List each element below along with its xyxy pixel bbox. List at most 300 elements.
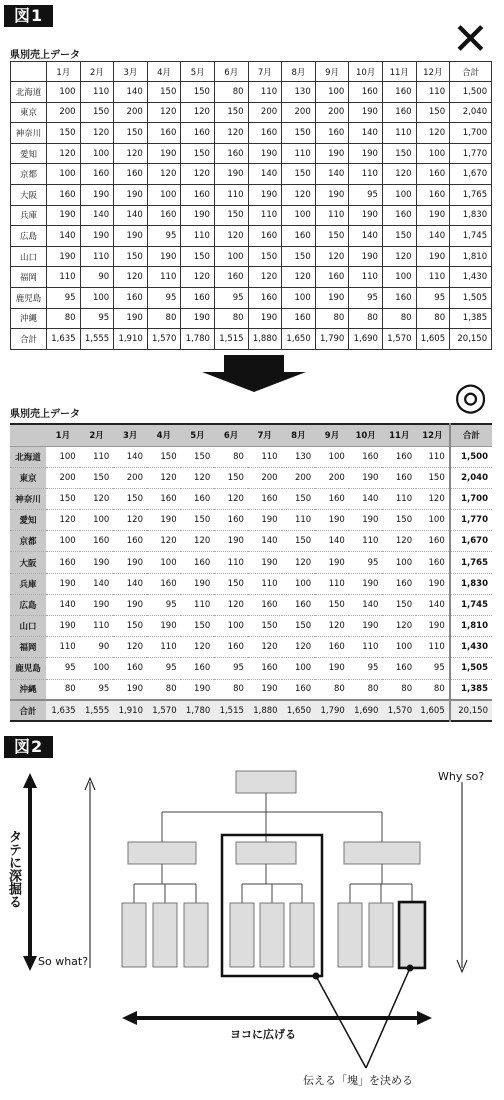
table-after-cell: 160 <box>282 679 316 700</box>
table-after-cell: 1,635 <box>46 700 80 721</box>
table-before-column-header: 2月 <box>80 62 114 82</box>
table-before-cell: 150 <box>315 226 349 247</box>
table-after-cell: 80 <box>382 679 416 700</box>
table-before-cell: 110 <box>248 82 282 103</box>
table-before-row-header: 鹿児島 <box>11 287 47 308</box>
table-after-cell: 100 <box>46 446 80 467</box>
table-after-column-header: 8月 <box>282 424 316 446</box>
table-before-cell: 110 <box>416 82 450 103</box>
table-before-cell: 110 <box>315 205 349 226</box>
why-so-label: Why so? <box>438 770 485 783</box>
table-after-cell: 95 <box>80 679 114 700</box>
table-after-cell: 140 <box>113 446 147 467</box>
table-before-cell: 160 <box>315 123 349 144</box>
table-after-column-header: 6月 <box>214 424 248 446</box>
table-after-cell: 150 <box>416 467 450 488</box>
table-before-cell: 80 <box>315 308 349 329</box>
table-after-cell: 150 <box>282 488 316 509</box>
table-after-column-header: 11月 <box>382 424 416 446</box>
table-after-cell: 160 <box>113 658 147 679</box>
table-before-cell: 100 <box>80 287 114 308</box>
table-before-cell: 190 <box>214 164 248 185</box>
table-before-cell: 1,790 <box>315 329 349 350</box>
mid-node-center <box>236 842 296 864</box>
table-after-cell: 95 <box>147 594 181 615</box>
table-before-cell: 150 <box>80 102 114 123</box>
table-before-cell: 150 <box>382 226 416 247</box>
table-before-cell: 95 <box>349 287 383 308</box>
table-before-column-header: 8月 <box>282 62 316 82</box>
table-after-cell: 190 <box>147 510 181 531</box>
table-before-cell: 110 <box>181 226 215 247</box>
table-after-cell: 190 <box>80 552 114 573</box>
table-before-cell: 110 <box>214 184 248 205</box>
table-before-cell: 100 <box>315 82 349 103</box>
table-before-cell: 1,780 <box>181 329 215 350</box>
table-after-cell: 150 <box>214 467 248 488</box>
table-after-cell: 110 <box>46 637 80 658</box>
table-before-cell: 150 <box>47 123 81 144</box>
table-after-cell: 120 <box>382 616 416 637</box>
table-before-cell: 120 <box>181 102 215 123</box>
table-before-cell: 120 <box>114 267 148 288</box>
table-after-cell: 190 <box>349 573 383 594</box>
table-before-cell: 130 <box>282 82 316 103</box>
table-before-cell: 80 <box>382 308 416 329</box>
table-after-cell: 1,570 <box>382 700 416 721</box>
table-before-row-header: 山口 <box>11 246 47 267</box>
table-after-cell: 150 <box>80 467 114 488</box>
table-after-column-header: 5月 <box>181 424 215 446</box>
table-before-cell: 100 <box>382 184 416 205</box>
table-before-cell: 160 <box>248 123 282 144</box>
table-before-cell: 110 <box>80 82 114 103</box>
table-after-cell: 190 <box>416 616 450 637</box>
table-before-row-header: 大阪 <box>11 184 47 205</box>
table-after-cell: 190 <box>416 573 450 594</box>
table-before-column-header: 3月 <box>114 62 148 82</box>
table-after-cell: 190 <box>46 616 80 637</box>
table-after-cell: 120 <box>181 637 215 658</box>
table-before-cell: 100 <box>382 267 416 288</box>
so-what-up-arrow <box>85 778 95 968</box>
table-before-cell: 110 <box>248 205 282 226</box>
table-after-cell: 160 <box>214 510 248 531</box>
table-before-cell: 150 <box>214 205 248 226</box>
table-before-cell: 95 <box>349 184 383 205</box>
table-after-row-header: 東京 <box>10 467 46 488</box>
table-before-cell: 200 <box>282 102 316 123</box>
mid-node-left <box>128 842 196 864</box>
table-after-cell: 150 <box>382 510 416 531</box>
table-after-cell: 120 <box>147 467 181 488</box>
bad-mark-icon: ✕ <box>452 14 489 65</box>
table-after-row-header: 北海道 <box>10 446 46 467</box>
table-after-cell: 110 <box>416 446 450 467</box>
table-before-cell: 95 <box>416 287 450 308</box>
table-before-cell: 1,430 <box>450 267 492 288</box>
table-after-cell: 2,040 <box>450 467 492 488</box>
table-after-cell: 120 <box>282 552 316 573</box>
table-before-cell: 190 <box>47 205 81 226</box>
table-before-cell: 140 <box>248 164 282 185</box>
table-before-cell: 160 <box>416 184 450 205</box>
table-after-cell: 120 <box>248 637 282 658</box>
table-before-cell: 150 <box>181 246 215 267</box>
table-after-cell: 80 <box>147 679 181 700</box>
table-before-cell: 120 <box>248 267 282 288</box>
table-after-cell: 1,765 <box>450 552 492 573</box>
table-before-column-header: 4月 <box>147 62 181 82</box>
table-before-cell: 100 <box>147 184 181 205</box>
table-before-cell: 160 <box>181 184 215 205</box>
table-before-cell: 120 <box>282 267 316 288</box>
table-after-cell: 1,700 <box>450 488 492 509</box>
table-before-cell: 150 <box>248 246 282 267</box>
table-after-cell: 190 <box>113 679 147 700</box>
table-before-cell: 80 <box>147 308 181 329</box>
table-before-column-header: 10月 <box>349 62 383 82</box>
table-before-column-header: 11月 <box>382 62 416 82</box>
table-after-cell: 110 <box>315 573 349 594</box>
table-before-column-header: 5月 <box>181 62 215 82</box>
table-before-cell: 150 <box>282 164 316 185</box>
table-after-cell: 100 <box>214 616 248 637</box>
table-after-cell: 120 <box>214 488 248 509</box>
table-after-cell: 160 <box>147 488 181 509</box>
table-after-column-header: 1月 <box>46 424 80 446</box>
table-before-cell: 1,830 <box>450 205 492 226</box>
table-after-cell: 110 <box>181 594 215 615</box>
table-after-column-header: 2月 <box>80 424 114 446</box>
table-before-cell: 150 <box>382 143 416 164</box>
table-before-cell: 190 <box>349 102 383 123</box>
table-after-cell: 120 <box>46 510 80 531</box>
table-before-cell: 190 <box>248 143 282 164</box>
table-before-cell: 150 <box>147 82 181 103</box>
vertical-double-arrow <box>23 773 37 971</box>
table-after-row-header: 山口 <box>10 616 46 637</box>
table-before-cell: 1,505 <box>450 287 492 308</box>
table-after-cell: 160 <box>382 446 416 467</box>
table-before-cell: 190 <box>114 184 148 205</box>
table-after-cell: 100 <box>416 510 450 531</box>
table-after-cell: 160 <box>416 552 450 573</box>
table-before-cell: 190 <box>114 308 148 329</box>
table-after-cell: 150 <box>181 510 215 531</box>
table-after-cell: 100 <box>382 637 416 658</box>
table-before-cell: 160 <box>382 82 416 103</box>
table-after-cell: 100 <box>80 658 114 679</box>
table-after-cell: 190 <box>248 552 282 573</box>
table-after-cell: 95 <box>46 658 80 679</box>
table-before-cell: 190 <box>114 226 148 247</box>
table-after-cell: 1,910 <box>113 700 147 721</box>
table-after-cell: 160 <box>181 488 215 509</box>
figure-1-label: 図1 <box>4 5 53 27</box>
table-after-cell: 150 <box>147 446 181 467</box>
table-before-cell: 80 <box>416 308 450 329</box>
table-after-cell: 190 <box>315 510 349 531</box>
table-after-cell: 160 <box>282 594 316 615</box>
table-after-cell: 1,385 <box>450 679 492 700</box>
table-after-cell: 120 <box>382 531 416 552</box>
table-after-cell: 190 <box>181 679 215 700</box>
table-before-cell: 160 <box>248 287 282 308</box>
table-before-cell: 95 <box>147 226 181 247</box>
table-before-cell: 110 <box>416 267 450 288</box>
table-before-cell: 160 <box>47 184 81 205</box>
table-before-cell: 190 <box>315 143 349 164</box>
table-after-row-header: 京都 <box>10 531 46 552</box>
table-after-cell: 190 <box>147 616 181 637</box>
table-after-cell: 150 <box>46 488 80 509</box>
table-after-cell: 1,605 <box>416 700 450 721</box>
table-after-row-header: 沖縄 <box>10 679 46 700</box>
table-after-cell: 20,150 <box>450 700 492 721</box>
table-before-cell: 1,880 <box>248 329 282 350</box>
table-before-cell: 190 <box>248 308 282 329</box>
table-before-cell: 140 <box>315 164 349 185</box>
table-before-cell: 110 <box>349 267 383 288</box>
table-before-cell: 120 <box>147 102 181 123</box>
table-after-cell: 120 <box>416 488 450 509</box>
mid-node-right <box>344 842 420 864</box>
table-before-cell: 190 <box>315 184 349 205</box>
table-after-column-header: 7月 <box>248 424 282 446</box>
table-after-row-header: 鹿児島 <box>10 658 46 679</box>
table-before-cell: 95 <box>47 287 81 308</box>
table-after-cell: 1,500 <box>450 446 492 467</box>
table-after-cell: 100 <box>315 446 349 467</box>
table-before-cell: 190 <box>349 205 383 226</box>
why-so-down-arrow <box>457 782 467 972</box>
table-before-cell: 110 <box>382 123 416 144</box>
table-after-cell: 110 <box>349 531 383 552</box>
table-before-cell: 100 <box>80 143 114 164</box>
table-after-cell: 1,880 <box>248 700 282 721</box>
vertical-label: タテに深掘る <box>6 830 21 908</box>
table-before-cell: 80 <box>214 82 248 103</box>
table-before-row-header: 福岡 <box>11 267 47 288</box>
table-after-cell: 200 <box>282 467 316 488</box>
table-after-cell: 190 <box>349 616 383 637</box>
table-after-cell: 100 <box>282 658 316 679</box>
table-before-cell: 160 <box>282 226 316 247</box>
table-before-cell: 190 <box>80 226 114 247</box>
table-after-cell: 120 <box>181 531 215 552</box>
table-before-cell: 1,670 <box>450 164 492 185</box>
table-after-cell: 160 <box>315 488 349 509</box>
table-after-cell: 150 <box>282 616 316 637</box>
table-before-cell: 120 <box>181 164 215 185</box>
table-after-cell: 1,790 <box>315 700 349 721</box>
table-before-row-header: 東京 <box>11 102 47 123</box>
table-after-cell: 110 <box>248 446 282 467</box>
table-after-cell: 160 <box>46 552 80 573</box>
table-after-cell: 190 <box>214 531 248 552</box>
table-before-cell: 120 <box>80 123 114 144</box>
table-before-column-header: 12月 <box>416 62 450 82</box>
table-before-cell: 140 <box>416 226 450 247</box>
table-after-cell: 110 <box>416 637 450 658</box>
table-before-cell: 190 <box>315 287 349 308</box>
table-before-row-header: 広島 <box>11 226 47 247</box>
table-before-cell: 160 <box>147 123 181 144</box>
table-after-cell: 1,555 <box>80 700 114 721</box>
table-after-cell: 100 <box>382 552 416 573</box>
table-before-cell: 160 <box>382 287 416 308</box>
table-after-cell: 1,430 <box>450 637 492 658</box>
table-before-cell: 200 <box>47 102 81 123</box>
table-after-cell: 160 <box>248 594 282 615</box>
table-after-cell: 1,505 <box>450 658 492 679</box>
table-after-cell: 160 <box>349 446 383 467</box>
table-after-cell: 90 <box>80 637 114 658</box>
table-before-cell: 150 <box>282 246 316 267</box>
table-after-cell: 160 <box>248 488 282 509</box>
table-before-cell: 190 <box>349 246 383 267</box>
table-before-row-header: 京都 <box>11 164 47 185</box>
table-after-cell: 80 <box>349 679 383 700</box>
table-before-cell: 160 <box>349 82 383 103</box>
table-after-cell: 160 <box>80 531 114 552</box>
table-before-cell: 160 <box>181 287 215 308</box>
table-after-cell: 190 <box>248 679 282 700</box>
table-after-cell: 120 <box>181 467 215 488</box>
table-before-cell: 90 <box>80 267 114 288</box>
table-before-cell: 95 <box>147 287 181 308</box>
table-after-cell: 1,830 <box>450 573 492 594</box>
table-before-cell: 120 <box>214 226 248 247</box>
table-after-cell: 80 <box>315 679 349 700</box>
table-after-cell: 160 <box>147 573 181 594</box>
table-before-cell: 160 <box>114 287 148 308</box>
table-before-cell: 140 <box>114 205 148 226</box>
table-after-cell: 140 <box>416 594 450 615</box>
horizontal-label: ヨコに広げる <box>230 1028 296 1041</box>
table-before-cell: 150 <box>181 82 215 103</box>
chunk-label: 伝える「塊」を決める <box>303 1074 413 1087</box>
table-before-cell: 1,770 <box>450 143 492 164</box>
table-before-cell: 160 <box>416 164 450 185</box>
table-after-cell: 190 <box>113 552 147 573</box>
table-before-cell: 1,700 <box>450 123 492 144</box>
table-before-cell: 190 <box>147 143 181 164</box>
table-before-cell: 120 <box>214 123 248 144</box>
table-before-row-header: 沖縄 <box>11 308 47 329</box>
table-before-cell: 160 <box>214 267 248 288</box>
table-after-cell: 160 <box>181 658 215 679</box>
table-before-cell: 140 <box>349 123 383 144</box>
table-before-cell: 110 <box>80 246 114 267</box>
table-after-cell: 160 <box>181 552 215 573</box>
table-after-cell: 80 <box>46 679 80 700</box>
table-after-cell: 190 <box>248 510 282 531</box>
table-after-cell: 140 <box>113 573 147 594</box>
table-before-cell: 120 <box>147 164 181 185</box>
table-after-cell: 160 <box>382 467 416 488</box>
table-before-cell: 150 <box>214 102 248 123</box>
table-after-cell: 110 <box>248 573 282 594</box>
table-before-cell: 1,570 <box>147 329 181 350</box>
table-after-cell: 1,780 <box>181 700 215 721</box>
table-before-cell: 190 <box>416 205 450 226</box>
table-before-cell: 1,570 <box>382 329 416 350</box>
table-before-cell: 120 <box>181 267 215 288</box>
table-before-cell: 100 <box>47 164 81 185</box>
table-before-cell: 160 <box>382 205 416 226</box>
table-after-cell: 120 <box>315 616 349 637</box>
table-before-cell: 100 <box>282 205 316 226</box>
table-before-column-header: 1月 <box>47 62 81 82</box>
table-after-cell: 110 <box>80 446 114 467</box>
table-before-column-header: 9月 <box>315 62 349 82</box>
table-after-cell: 150 <box>181 616 215 637</box>
table-after-cell: 95 <box>214 658 248 679</box>
table-before-cell: 190 <box>147 246 181 267</box>
table-after-cell: 1,770 <box>450 510 492 531</box>
table-after-cell: 140 <box>315 531 349 552</box>
table-after-cell: 150 <box>282 531 316 552</box>
table-after-cell: 160 <box>113 531 147 552</box>
table-before-cell: 200 <box>114 102 148 123</box>
table-after-cell: 110 <box>214 552 248 573</box>
table-before-cell: 140 <box>114 82 148 103</box>
table-after-cell: 190 <box>181 573 215 594</box>
table-before-cell: 140 <box>80 205 114 226</box>
table-before-column-header: 6月 <box>214 62 248 82</box>
table-after-cell: 110 <box>147 637 181 658</box>
top-node <box>236 771 296 793</box>
table-after-cell: 160 <box>382 573 416 594</box>
table-after-row-header: 合計 <box>10 700 46 721</box>
table-after-cell: 150 <box>113 488 147 509</box>
table-before-cell: 120 <box>416 123 450 144</box>
table-before-cell: 100 <box>282 287 316 308</box>
table-before-cell: 20,150 <box>450 329 492 350</box>
table-before-cell: 110 <box>47 267 81 288</box>
table-after-cell: 95 <box>349 552 383 573</box>
table-after-cell: 140 <box>80 573 114 594</box>
table-after-cell: 100 <box>147 552 181 573</box>
table-before-column-header: 合計 <box>450 62 492 82</box>
table-before-cell: 110 <box>147 267 181 288</box>
table-before-cell: 1,810 <box>450 246 492 267</box>
table-before-cell: 190 <box>181 205 215 226</box>
table-after-cell: 1,670 <box>450 531 492 552</box>
table-before-cell: 95 <box>214 287 248 308</box>
table-after-cell: 110 <box>80 616 114 637</box>
table-after-cell: 140 <box>46 594 80 615</box>
table-before-row-header: 愛知 <box>11 143 47 164</box>
table-before-cell: 120 <box>114 143 148 164</box>
table-after-column-header: 12月 <box>416 424 450 446</box>
table-before-row-header: 合計 <box>11 329 47 350</box>
table-after-cell: 140 <box>349 488 383 509</box>
table-before-cell: 160 <box>214 143 248 164</box>
table-before-cell: 160 <box>114 164 148 185</box>
table-after-cell: 1,745 <box>450 594 492 615</box>
table-before-cell: 80 <box>47 308 81 329</box>
table-before-cell: 95 <box>80 308 114 329</box>
table-before-column-header: 7月 <box>248 62 282 82</box>
table-before-cell: 1,690 <box>349 329 383 350</box>
table-before-cell: 190 <box>181 308 215 329</box>
table-before-cell: 1,635 <box>47 329 81 350</box>
table-after-column-header: 4月 <box>147 424 181 446</box>
table-before-cell: 160 <box>382 102 416 123</box>
